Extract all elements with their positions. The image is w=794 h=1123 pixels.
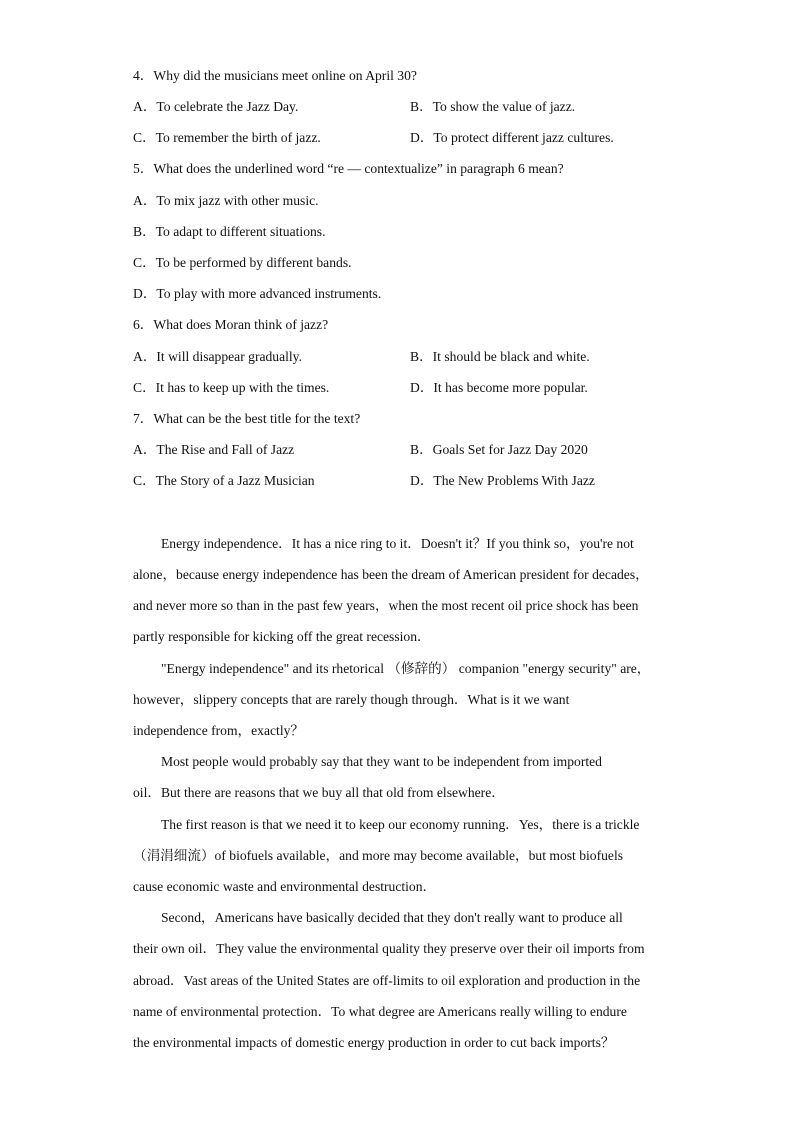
passage-p1-line-3: and never more so than in the past few years，when the most recent oil price shock has been [133, 598, 639, 613]
question-4-option-d: D．To protect different jazz cultures. [410, 130, 614, 145]
question-6-option-b: B．It should be black and white. [410, 349, 590, 364]
passage-p5-line-5: the environmental impacts of domestic energy production in order to cut back imports？ [133, 1035, 615, 1050]
question-4-option-b: B．To show the value of jazz. [410, 99, 576, 114]
question-6-stem: 6．What does Moran think of jazz? [133, 317, 329, 332]
passage-p4-line-3: cause economic waste and environmental destruction． [133, 879, 437, 894]
question-5-option-a: A．To mix jazz with other music. [133, 193, 319, 208]
passage-p5-line-1: Second，Americans have basically decided that they don't really want to produce all [161, 910, 623, 925]
question-4-stem: 4．Why did the musicians meet online on April 30? [133, 68, 417, 83]
passage-p2-line-3: independence from，exactly？ [133, 723, 304, 738]
question-7-stem: 7．What can be the best title for the text? [133, 411, 361, 426]
passage-p1-line-1: Energy independence．It has a nice ring to it．Doesn't it？If you think so，you're not [161, 536, 634, 551]
passage-p2-line-1: "Energy independence" and its rhetorical （修辞的） companion "energy security" are， [161, 661, 651, 676]
question-5-option-b: B．To adapt to different situations. [133, 224, 326, 239]
passage-p5-line-2: their own oil．They value the environmental quality they preserve over their oil imports from [133, 941, 645, 956]
question-6-option-d: D．It has become more popular. [410, 380, 588, 395]
passage-p1-line-2: alone，because energy independence has been the dream of American president for decades， [133, 567, 649, 582]
question-5-stem: 5．What does the underlined word “re — contextualize” in paragraph 6 mean? [133, 161, 564, 176]
passage-p4-line-2: （涓涓细流）of biofuels available，and more may become available，but most biofuels [133, 848, 624, 863]
question-7-option-c: C．The Story of a Jazz Musician [133, 473, 315, 488]
question-5-option-d: D．To play with more advanced instruments. [133, 286, 382, 301]
question-6-option-c: C．It has to keep up with the times. [133, 380, 330, 395]
passage-p1-line-4: partly responsible for kicking off the great recession． [133, 629, 431, 644]
question-5-option-c: C．To be performed by different bands. [133, 255, 352, 270]
question-7-option-d: D．The New Problems With Jazz [410, 473, 595, 488]
passage-p2-line-2: however，slippery concepts that are rarely though through．What is it we want [133, 692, 570, 707]
passage-p3-line-1: Most people would probably say that they want to be independent from imported [161, 754, 602, 769]
question-7-option-b: B．Goals Set for Jazz Day 2020 [410, 442, 588, 457]
passage-p5-line-3: abroad．Vast areas of the United States are off-limits to oil exploration and production in the [133, 973, 641, 988]
passage-p3-line-2: oil．But there are reasons that we buy all that old from elsewhere． [133, 785, 505, 800]
passage-p5-line-4: name of environmental protection．To what degree are Americans really willing to endure [133, 1004, 627, 1019]
question-4-option-a: A．To celebrate the Jazz Day. [133, 99, 299, 114]
question-4-option-c: C．To remember the birth of jazz. [133, 130, 321, 145]
question-6-option-a: A．It will disappear gradually. [133, 349, 302, 364]
question-7-option-a: A．The Rise and Fall of Jazz [133, 442, 295, 457]
passage-p4-line-1: The first reason is that we need it to keep our economy running．Yes，there is a trickle [161, 817, 640, 832]
